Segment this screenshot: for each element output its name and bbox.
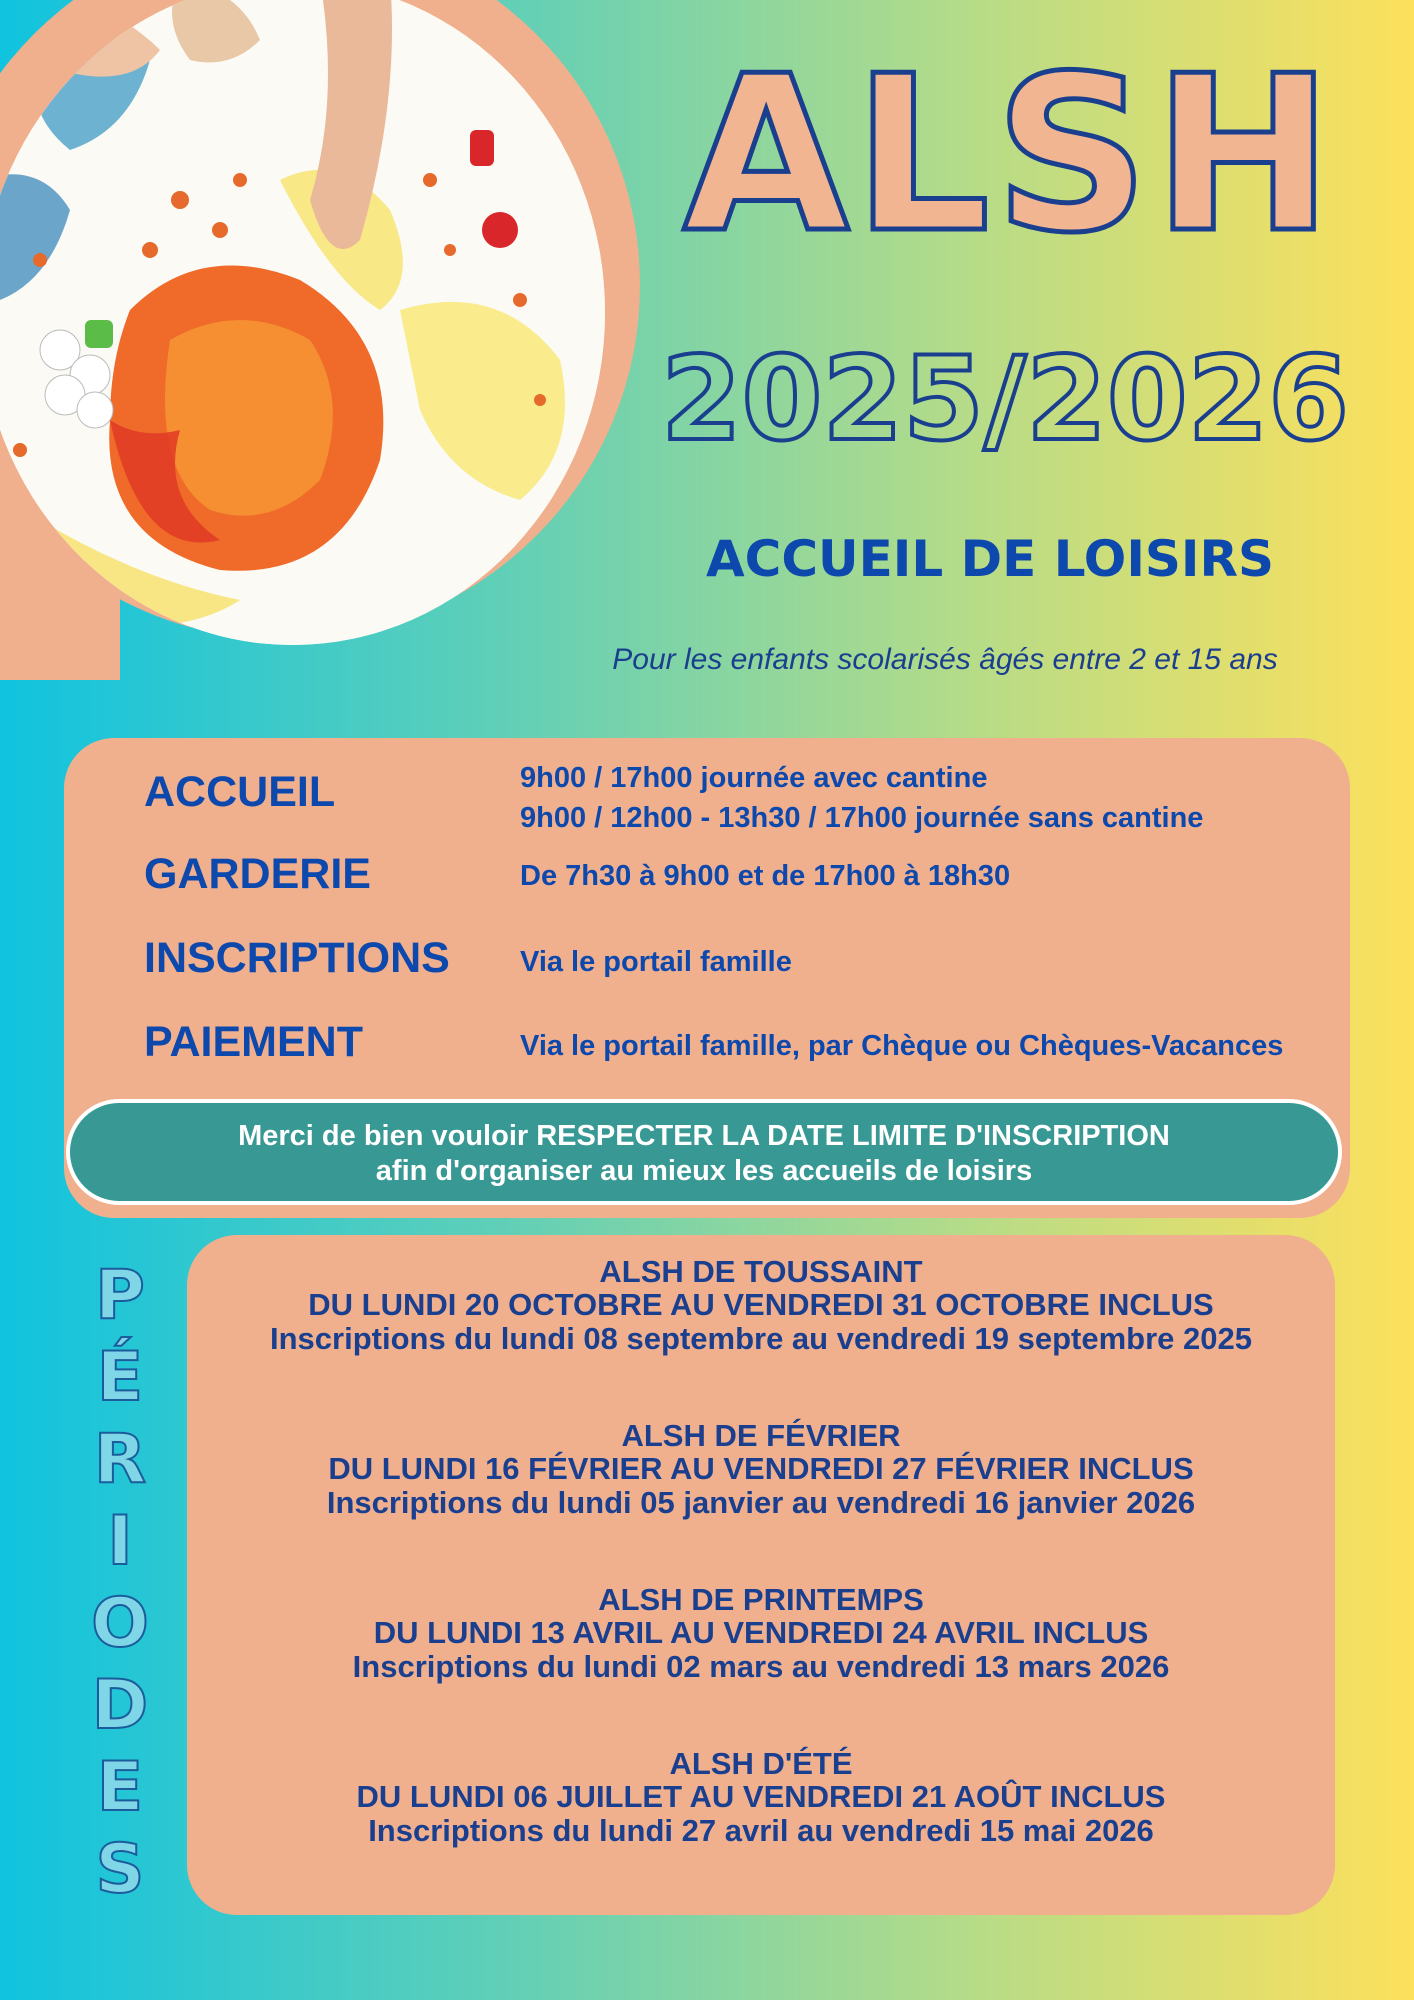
deadline-notice: [66, 1099, 1342, 1205]
accueil-line1: 9h00 / 17h00 journée avec cantine: [520, 762, 988, 794]
period-inscriptions: Inscriptions du lundi 27 avril au vendredi 15 mai 2026: [368, 1813, 1154, 1848]
main-title: ALSH: [682, 29, 1338, 280]
school-year: 2025/2026: [660, 332, 1350, 467]
periodes-letter: E: [96, 1748, 144, 1827]
periodes-letter: P: [95, 1256, 145, 1335]
paiement-label: PAIEMENT: [144, 1018, 363, 1066]
period-fevrier: [187, 1419, 1335, 1521]
period-inscriptions: Inscriptions du lundi 02 mars au vendredi 13 mars 2026: [352, 1649, 1170, 1684]
garderie-label: GARDERIE: [144, 850, 371, 898]
accueil-line2: 9h00 / 12h00 - 13h30 / 17h00 journée sans cantine: [520, 802, 1204, 834]
periodes-letter: S: [95, 1830, 145, 1909]
garderie-value: De 7h30 à 9h00 et de 17h00 à 18h30: [520, 860, 1011, 892]
subtitle: ACCUEIL DE LOISIRS: [705, 530, 1275, 588]
period-title: ALSH DE FÉVRIER: [621, 1418, 901, 1453]
period-title: ALSH D'ÉTÉ: [669, 1746, 853, 1781]
paiement-value: Via le portail famille, par Chèque ou Chèques-Vacances: [520, 1030, 1284, 1062]
period-printemps: [187, 1583, 1335, 1685]
periodes-letter: R: [93, 1420, 147, 1499]
period-dates: DU LUNDI 13 AVRIL AU VENDREDI 24 AVRIL INCLUS: [373, 1615, 1149, 1650]
inscriptions-label: INSCRIPTIONS: [144, 934, 450, 982]
periodes-letter: I: [107, 1502, 133, 1581]
period-inscriptions: Inscriptions du lundi 05 janvier au vendredi 16 janvier 2026: [326, 1485, 1196, 1520]
period-dates: DU LUNDI 06 JUILLET AU VENDREDI 21 AOÛT INCLUS: [356, 1779, 1166, 1814]
period-inscriptions: Inscriptions du lundi 08 septembre au vendredi 19 septembre 2025: [270, 1321, 1252, 1356]
period-title: ALSH DE PRINTEMPS: [598, 1582, 924, 1617]
inscriptions-value: Via le portail famille: [520, 946, 792, 978]
notice-line1: Merci de bien vouloir RESPECTER LA DATE LIMITE D'INSCRIPTION: [238, 1120, 1170, 1152]
accueil-label: ACCUEIL: [144, 768, 336, 816]
period-ete: [187, 1747, 1335, 1849]
periodes-letter: O: [91, 1584, 149, 1663]
periodes-letter: É: [96, 1338, 144, 1417]
period-dates: DU LUNDI 16 FÉVRIER AU VENDREDI 27 FÉVRIER INCLUS: [328, 1451, 1194, 1486]
period-title: ALSH DE TOUSSAINT: [599, 1254, 923, 1289]
periodes-vertical-label: [88, 1255, 152, 1911]
period-toussaint: [187, 1255, 1335, 1357]
notice-line2: afin d'organiser au mieux les accueils de loisirs: [375, 1155, 1033, 1187]
periods-panel: [187, 1235, 1335, 1915]
tagline: Pour les enfants scolarisés âgés entre 2 et 15 ans: [612, 643, 1278, 676]
periodes-letter: D: [91, 1666, 149, 1745]
period-dates: DU LUNDI 20 OCTOBRE AU VENDREDI 31 OCTOBRE INCLUS: [308, 1287, 1214, 1322]
